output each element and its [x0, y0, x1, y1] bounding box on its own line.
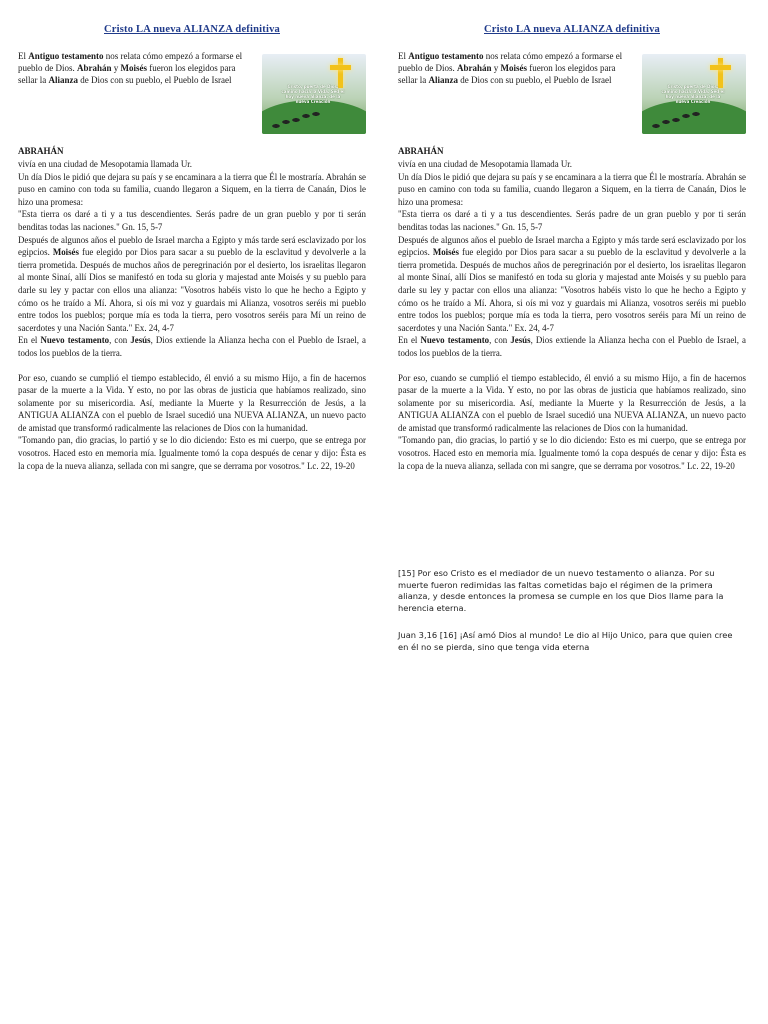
intro-text: fueron los elegidos para sellar la	[18, 63, 236, 85]
paragraph: vivía en una ciudad de Mesopotamia llamada Ur.	[18, 159, 192, 169]
paragraph-bold: Moisés	[52, 247, 79, 258]
intro-paragraph	[398, 50, 634, 86]
intro-bold: Abrahán	[457, 63, 492, 73]
intro-bold: Moisés	[500, 63, 528, 73]
paragraph: "Tomando pan, dio gracias, lo partió y se lo dio diciendo: Esto es mi cuerpo, que se entrega por vosotros. Haced esto en memoria mía. Igualmente tomó la copa después de cenar y dijo: Ésta es la copa de la nueva alianza, sellada con mi sangre, que se derrama por vosotros." Lc. 22, 19-20	[398, 435, 746, 471]
banner-caption: Cristo, puerta de Dios, camino hacia la Vida. Sed el hoy nueva alianza, de la nueva Creación	[661, 84, 725, 104]
paragraph-text: , con	[109, 335, 131, 346]
paragraph-text: En el	[18, 335, 41, 346]
paragraph	[18, 334, 366, 359]
paragraph: "Esta tierra os daré a ti y a tus descendientes. Serás padre de un gran pueblo y por ti serán benditas todas las naciones." Gn. 15, 5-7	[18, 209, 366, 232]
intro-bold: Antiguo testamento	[408, 51, 484, 61]
banner-caption: Cristo, puerta de Dios, camino hacia la Vida. Sed el hoy nueva alianza, de la nueva Creación	[281, 84, 345, 104]
intro-paragraph	[18, 50, 254, 86]
section-heading: ABRAHÁN	[18, 146, 64, 156]
footprints-icon	[268, 108, 328, 130]
paragraph	[398, 334, 746, 359]
paragraph-text: Después de algunos años el pueblo de Israel marcha a Egipto y más tarde será esclavizado por los egipcios.	[398, 234, 746, 258]
footprints-icon	[648, 108, 708, 130]
intro-bold: Moisés	[120, 63, 148, 73]
cross-banner-image	[642, 54, 746, 134]
paragraph: "Esta tierra os daré a ti y a tus descendientes. Serás padre de un gran pueblo y por ti serán benditas todas las naciones." Gn. 15, 5-7	[398, 209, 746, 232]
intro-text: fueron los elegidos para sellar la	[398, 63, 616, 85]
intro-bold: Antiguo testamento	[28, 51, 104, 61]
page-title: Cristo LA nueva ALIANZA definitiva	[484, 24, 660, 35]
paragraph: Por eso, cuando se cumplió el tiempo establecido, él envió a su mismo Hijo, a fin de hacernos pasar de la muerte a la Vida. Y esto, no por las obras de justicia que habíamos realizado, sino solamente por su misericordia. Así, mediante la Muerte y la Resurrección de Jesús, a la ANTIGUA ALIANZA con el pueblo de Israel sucedió una NUEVA ALIANZA, un nuevo pacto de amistad que transformó radicalmente las relaciones de Dios con la humanidad.	[398, 372, 746, 433]
intro-text: nos relata cómo empezó a formarse el pueblo de Dios.	[18, 51, 243, 73]
body-text	[398, 146, 746, 472]
paragraph: vivía en una ciudad de Mesopotamia llamada Ur.	[398, 159, 572, 169]
cross-icon-arm	[330, 65, 351, 70]
paragraph: Un día Dios le pidió que dejara su país y se encaminara a la tierra que Él le mostraría. Abrahán se puso en camino con toda su familia, cuando llegaron a Siquem, en la tierra de Canaán, Dios le hizo una promesa:	[18, 171, 366, 207]
paragraph: Por eso, cuando se cumplió el tiempo establecido, él envió a su mismo Hijo, a fin de hacernos pasar de la muerte a la Vida. Y esto, no por las obras de justicia que habíamos realizado, sino solamente por su misericordia. Así, mediante la Muerte y la Resurrección de Jesús, a la ANTIGUA ALIANZA con el pueblo de Israel sucedió una NUEVA ALIANZA, un nuevo pacto de amistad que transformó radicalmente las relaciones de Dios con la humanidad.	[18, 372, 366, 433]
paragraph-bold: Jesús	[130, 335, 151, 346]
paragraph	[18, 234, 366, 335]
intro-block	[398, 50, 746, 136]
body-text	[18, 146, 366, 472]
intro-bold: Abrahán	[77, 63, 112, 73]
cross-icon-arm	[710, 65, 731, 70]
scripture-notes	[398, 568, 743, 669]
paragraph-text: , Dios extiende la Alianza hecha con el Pueblo de Israel, a todos los pueblos de la tierra.	[18, 335, 366, 358]
note-hebrews: [15] Por eso Cristo es el mediador de un nuevo testamento o alianza. Por su muerte fueron redimidas las faltas cometidas bajo el régimen de la primera alianza, y desde entonces la promesa se cumple en los que Dios llame para la herencia eterna.	[398, 568, 724, 613]
intro-text: de Dios con su pueblo, el Pueblo de Israel	[458, 75, 612, 85]
paragraph-text: Después de algunos años el pueblo de Israel marcha a Egipto y más tarde será esclavizado por los egipcios.	[18, 234, 366, 258]
intro-bold: Alianza	[428, 75, 459, 85]
intro-bold: Alianza	[48, 75, 79, 85]
paragraph-text: En el	[398, 335, 421, 346]
paragraph-text: , Dios extiende la Alianza hecha con el Pueblo de Israel, a todos los pueblos de la tierra.	[398, 335, 746, 358]
paragraph: "Tomando pan, dio gracias, lo partió y se lo dio diciendo: Esto es mi cuerpo, que se entrega por vosotros. Haced esto en memoria mía. Igualmente tomó la copa después de cenar y dijo: Ésta es la copa de la nueva alianza, sellada con mi sangre, que se derrama por vosotros." Lc. 22, 19-20	[18, 435, 366, 471]
intro-text: y	[111, 63, 121, 73]
paragraph: Un día Dios le pidió que dejara su país y se encaminara a la tierra que Él le mostraría. Abrahán se puso en camino con toda su familia, cuando llegaron a Siquem, en la tierra de Canaán, Dios le hizo una promesa:	[398, 171, 746, 207]
paragraph	[398, 234, 746, 335]
intro-text: nos relata cómo empezó a formarse el pueblo de Dios.	[398, 51, 623, 73]
left-column	[18, 24, 366, 472]
intro-block	[18, 50, 366, 136]
right-column	[398, 24, 746, 472]
paragraph-text: fue elegido por Dios para sacar a su pueblo de la esclavitud y devolverle a la tierra prometida. Después de muchos años de peregrinación por el desierto, los israelitas llegaron al monte Sinaí, allí Dios se manifestó en toda su gloria y majestad ante Moisés y su pueblo para darle su ley y pactar con ellos una alianza: "Vosotros habéis visto lo que he hecho a Egipto y cómo os he traído a Mí. Ahora, si oís mi voz y guardais mi Alianza, vosotros seréis mi pueblo entre todos los pueblos; porque mía es toda la tierra, pero vosotros seréis para Mí un reino de sacerdotes y una Nación Santa." Ex. 24, 4-7	[18, 247, 366, 333]
paragraph-bold: Moisés	[432, 247, 459, 258]
paragraph-bold: Jesús	[510, 335, 531, 346]
intro-text: El	[18, 51, 29, 61]
paragraph-bold: Nuevo testamento	[40, 335, 110, 346]
page-title: Cristo LA nueva ALIANZA definitiva	[104, 24, 280, 35]
intro-text: El	[398, 51, 409, 61]
note-john: Juan 3,16 [16] ¡Así amó Dios al mundo! Le dio al Hijo Unico, para que quien cree en él no se pierda, sino que tenga vida eterna	[398, 630, 733, 652]
paragraph-text: fue elegido por Dios para sacar a su pueblo de la esclavitud y devolverle a la tierra prometida. Después de muchos años de peregrinación por el desierto, los israelitas llegaron al monte Sinaí, allí Dios se manifestó en toda su gloria y majestad ante Moisés y su pueblo para darle su ley y pactar con ellos una alianza: "Vosotros habéis visto lo que he hecho a Egipto y cómo os he traído a Mí. Ahora, si oís mi voz y guardais mi Alianza, vosotros seréis mi pueblo entre todos los pueblos; porque mía es toda la tierra, pero vosotros seréis para Mí un reino de sacerdotes y una Nación Santa." Ex. 24, 4-7	[398, 247, 746, 333]
section-heading: ABRAHÁN	[398, 146, 444, 156]
paragraph-text: , con	[489, 335, 511, 346]
paragraph-bold: Nuevo testamento	[420, 335, 490, 346]
intro-text: de Dios con su pueblo, el Pueblo de Israel	[78, 75, 232, 85]
cross-banner-image	[262, 54, 366, 134]
intro-text: y	[491, 63, 501, 73]
